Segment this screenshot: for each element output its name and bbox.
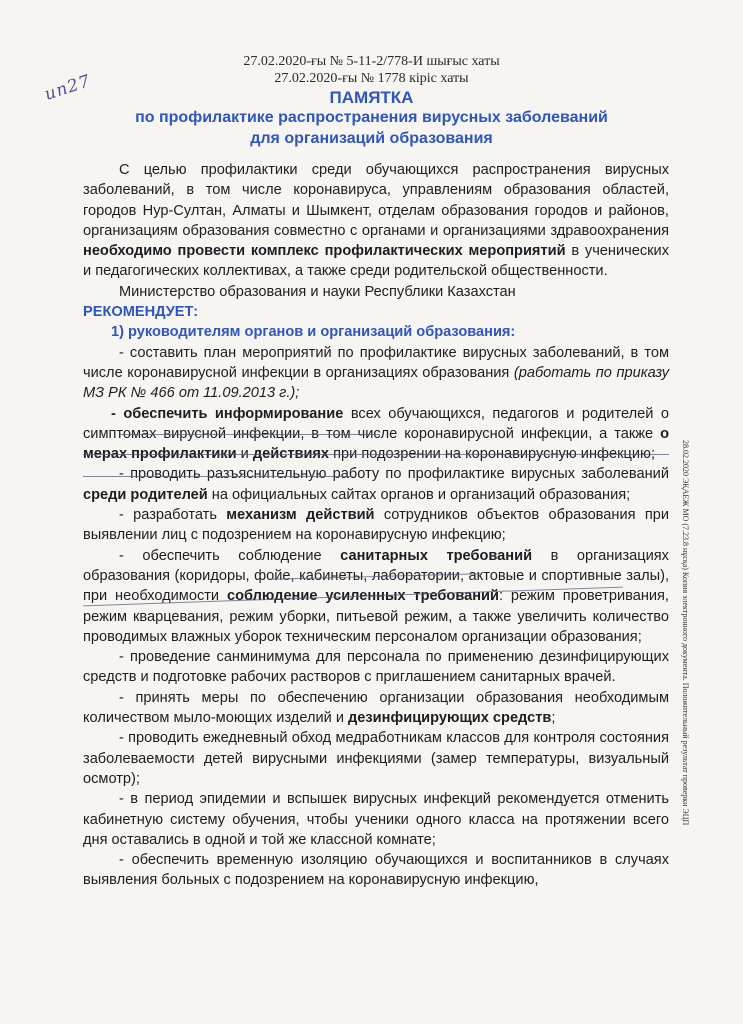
item4-text-a: - разработать [119, 507, 227, 524]
document-title: ПАМЯТКА [329, 88, 414, 107]
item2-text-f: при подозрении на коронавирусную инфекцию; [329, 446, 656, 463]
outgoing-registration: 27.02.2020-ғы № 5-11-2/778-И шығыс хаты [243, 54, 500, 69]
item5-text-a: - обеспечить соблюдение [119, 547, 341, 564]
item7-bold: дезинфицирующих средств [348, 710, 552, 727]
item5-bold-b: санитарных требований [340, 547, 533, 564]
item5-text-e: : режим проветривания, режим кварцевания, режим уборки, питьевой режим, а также увеличить количество проводимых влажных уборок техническим персоналом организации образования; [83, 588, 669, 645]
list-item [83, 647, 669, 688]
item3-text-a: - проводить разъяснительную работу по профилактике вирусных заболеваний [119, 466, 669, 483]
item5-bold-d: соблюдение усиленных требований [226, 588, 499, 605]
document-subtitle-line2: для организаций образования [250, 130, 493, 147]
list-item [83, 546, 669, 647]
electronic-copy-stamp: 28.02.2020 ЭҚАЕЖ МО (7.23.8 нұсқа) Копия электронного документа. Положительный результат проверки ЭЦП [681, 440, 690, 826]
list-item [83, 850, 669, 891]
item7-text-c: ; [551, 710, 556, 727]
intro-text: С целью профилактики среди обучающихся распространения вирусных заболеваний, в том числе коронавируса, управлениям образования областей, городов Нур-Султан, Алматы и Шымкент, отделам образования городов и районов, организациям образования совместно с органами и организациями здравоохранения [83, 162, 669, 239]
ministry-text: Министерство образования и науки Республики Казахстан [119, 283, 516, 300]
section1-heading-text: 1) руководителям органов и организаций образования: [111, 324, 516, 341]
list-item [83, 343, 669, 404]
handwritten-mark: ип27 [42, 71, 94, 105]
item2-text-d: и [236, 446, 253, 463]
item1-text: - составить план мероприятий по профилактике вирусных заболеваний, в том числе коронавирусной инфекции в организациях образования [83, 344, 669, 381]
item2-bold-e: действиях [252, 446, 330, 463]
item8-text: - проводить ежедневный обход медработникам классов для контроля состояния заболеваемости детей вирусными инфекциями (замер температуры, визуальный осмотр); [83, 730, 669, 787]
document-body [83, 160, 669, 891]
item9-text: - в период эпидемии и вспышек вирусных инфекций рекомендуется отменить кабинетную систему обучения, чтобы ученики одного класса на протяжении всего дня оставались в одной и той же классной комнате; [83, 791, 669, 848]
pen-underline-mark [83, 476, 353, 477]
item10-text: - обеспечить временную изоляцию обучающихся и воспитанников в случаях выявления больных с подозрением на коронавирусную инфекцию, [83, 852, 669, 889]
item7-text-a: - принять меры по обеспечению организации образования необходимым количеством мыло-моющих изделий и [83, 689, 669, 727]
intro-bold: необходимо провести комплекс профилактических мероприятий [83, 243, 566, 260]
intro-paragraph [83, 160, 669, 282]
item1-italic: (работать по приказу МЗ РК № 466 от 11.09.2013 г.); [83, 364, 669, 402]
item2-text-b: всех обучающихся, педагогов и родителей о симптомах вирусной инфекции, в том числе коронавирусной инфекции, а также [83, 405, 669, 442]
item5-text-c: в организациях образования (коридоры, фойе, кабинеты, лаборатории, актовые и спортивные залы), при необходимости [83, 547, 669, 605]
list-item [83, 505, 669, 546]
item2-bold-a: - обеспечить информирование [111, 405, 344, 422]
item3-bold: среди родителей [83, 486, 208, 503]
section1-heading [83, 322, 669, 342]
incoming-registration: 27.02.2020-ғы № 1778 кіріс хаты [274, 71, 469, 86]
list-item [83, 464, 669, 505]
list-item [83, 789, 669, 850]
item2-bold-c: о мерах профилактики [83, 425, 669, 463]
recommends-line [83, 302, 669, 322]
list-item [83, 688, 669, 729]
item4-text-c: сотрудников объектов образования при выявлении лиц с подозрением на коронавирусную инфекцию; [83, 507, 669, 544]
item4-bold: механизм действий [226, 507, 375, 524]
recommends-heading: РЕКОМЕНДУЕТ: [83, 304, 199, 321]
item6-text: - проведение санминимума для персонала по применению дезинфицирующих средств и подготовке рабочих растворов с приглашением санитарных врачей. [83, 649, 669, 686]
pen-underline-mark [83, 454, 669, 455]
item3-text-c: на официальных сайтах органов и организаций образования; [207, 486, 631, 503]
intro-end: в ученических и педагогических коллективах, а также среди родительской общественности. [83, 243, 669, 280]
list-item [83, 728, 669, 789]
document-subtitle-line1: по профилактике распространения вирусных заболеваний [135, 109, 608, 126]
ministry-paragraph [83, 282, 669, 302]
pen-underline-mark [120, 434, 380, 435]
